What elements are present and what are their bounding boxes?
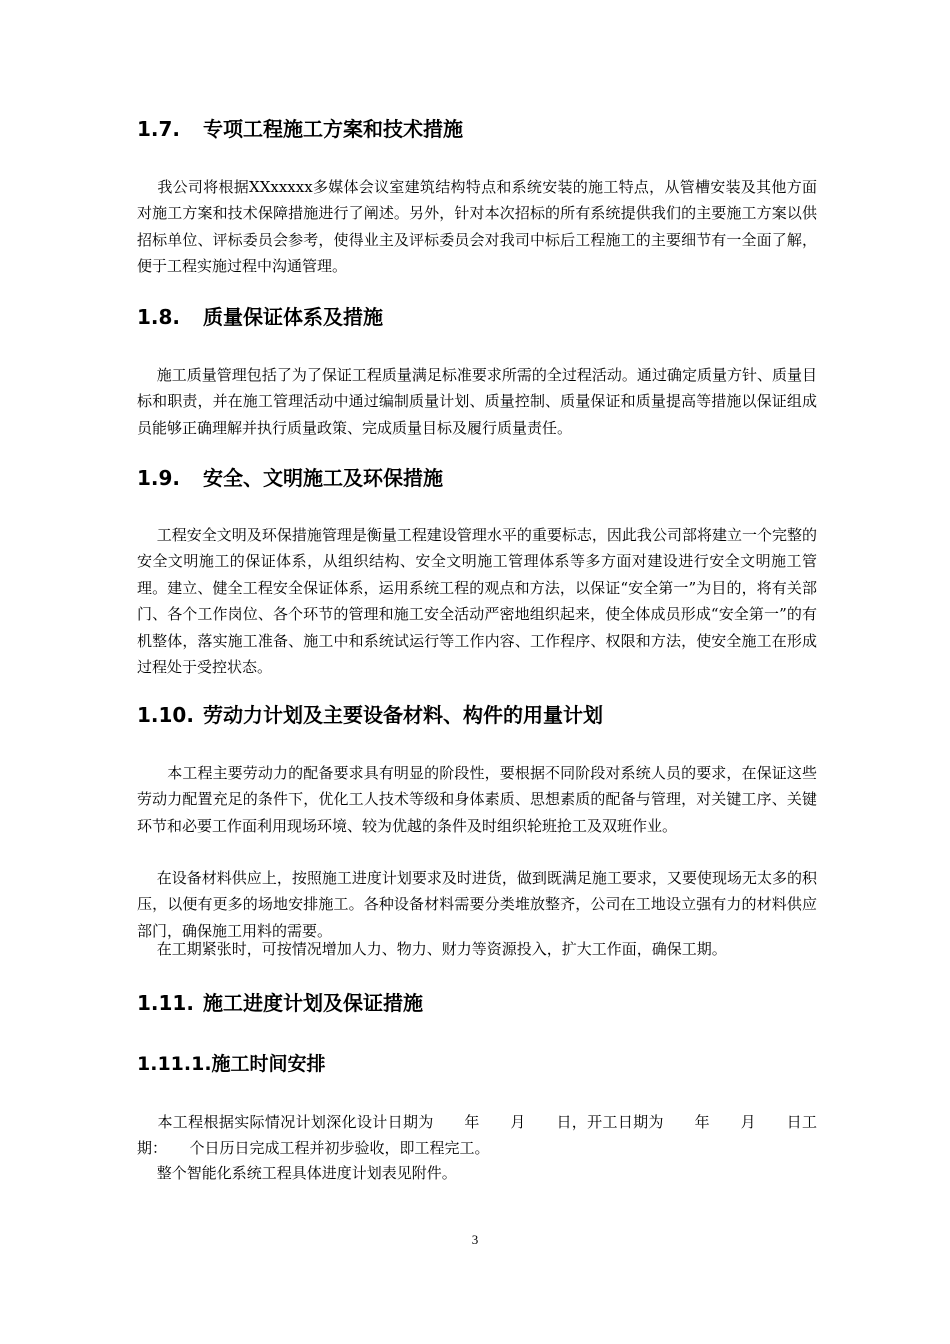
paragraph-1-11-1-a: 本工程根据实际情况计划深化设计日期为 年 月 日，开工日期为 年 月 日工期： 个日历日完成工程并初步验收，即工程完工。	[137, 1113, 817, 1158]
paragraph-1-10-b: 在设备材料供应上，按照施工进度计划要求及时进货，做到既满足施工要求，又要使现场无太多的积压，以便有更多的场地安排施工。各种设备材料需要分类堆放整齐，公司在工地设立强有力的材料供应部门，确保施工用料的需要。	[137, 869, 817, 940]
paragraph-1-8: 施工质量管理包括了为了保证工程质量满足标准要求所需的全过程活动。通过确定质量方针、质量目标和职责，并在施工管理活动中通过编制质量计划、质量控制、质量保证和质量提高等措施以保证组成员能够正确理解并执行质量政策、完成质量目标及履行质量责任。	[137, 366, 817, 437]
section-heading-1-7	[137, 116, 463, 142]
section-heading-1-8	[137, 304, 383, 330]
section-title: 劳动力计划及主要设备材料、构件的用量计划	[203, 703, 603, 727]
section-number: 1.11.	[137, 991, 194, 1015]
section-title: 质量保证体系及措施	[203, 305, 383, 329]
section-heading-1-9	[137, 465, 443, 491]
paragraph-1-10-c: 在工期紧张时，可按情况增加人力、物力、财力等资源投入，扩大工作面，确保工期。	[137, 940, 727, 958]
section-heading-1-11	[137, 990, 423, 1016]
section-title: 施工时间安排	[211, 1053, 326, 1075]
subsection-heading-1-11-1	[137, 1051, 326, 1077]
section-heading-1-10	[137, 702, 603, 728]
section-number: 1.10.	[137, 703, 194, 727]
paragraph-1-10-a: 本工程主要劳动力的配备要求具有明显的阶段性，要根据不同阶段对系统人员的要求，在保证这些劳动力配置充足的条件下，优化工人技术等级和身体素质、思想素质的配备与管理，对关键工序、关键环节和必要工作面利用现场环境、较为优越的条件及时组织轮班抢工及双班作业。	[137, 764, 817, 835]
section-number: 1.9.	[137, 466, 181, 490]
paragraph-1-7: 我公司将根据XXxxxxx多媒体会议室建筑结构特点和系统安装的施工特点，从管槽安装及其他方面对施工方案和技术保障措施进行了阐述。另外，针对本次招标的所有系统提供我们的主要施工方案以供招标单位、评标委员会参考，使得业主及评标委员会对我司中标后工程施工的主要细节有一全面了解，便于工程实施过程中沟通管理。	[137, 178, 817, 276]
paragraph-1-11-1-b: 整个智能化系统工程具体进度计划表见附件。	[137, 1164, 457, 1182]
section-title: 安全、文明施工及环保措施	[203, 466, 443, 490]
page-number: 3	[471, 1232, 479, 1247]
paragraph-1-9: 工程安全文明及环保措施管理是衡量工程建设管理水平的重要标志，因此我公司部将建立一个完整的安全文明施工的保证体系，从组织结构、安全文明施工管理体系等多方面对建设进行安全文明施工管理。建立、健全工程安全保证体系，运用系统工程的观点和方法，以保证“安全第一”为目的，将有关部门、各个工作岗位、各个环节的管理和施工安全活动严密地组织起来，使全体成员形成“安全第一”的有机整体，落实施工准备、施工中和系统试运行等工作内容、工作程序、权限和方法，使安全施工在形成过程处于受控状态。	[137, 526, 817, 677]
section-number: 1.11.1.	[137, 1053, 212, 1075]
section-title: 施工进度计划及保证措施	[203, 991, 423, 1015]
section-number: 1.7.	[137, 117, 181, 141]
section-title: 专项工程施工方案和技术措施	[203, 117, 463, 141]
section-number: 1.8.	[137, 305, 181, 329]
